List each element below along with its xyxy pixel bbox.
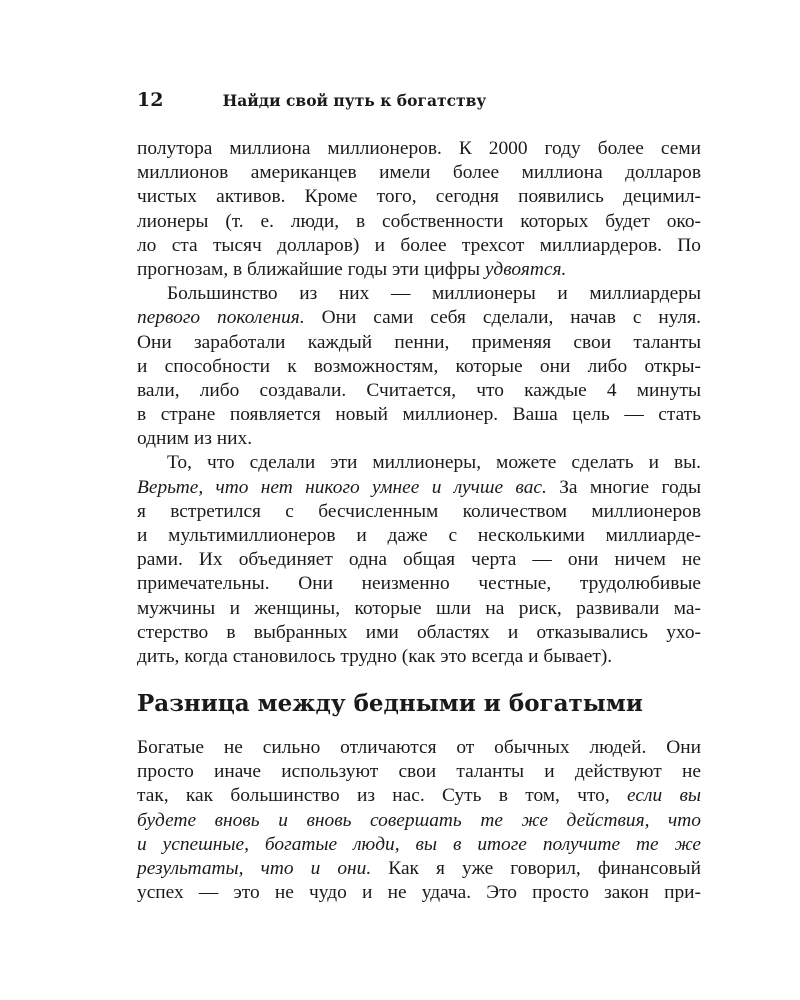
page-number: 12 — [137, 89, 164, 111]
emphasis-text: удвоятся. — [484, 258, 567, 280]
text-line — [137, 833, 701, 857]
main-text — [137, 137, 701, 669]
book-title: Найди свой путь к богатству — [222, 91, 487, 110]
text-fragment: так, как большинство из нас. Суть в том, что, — [137, 785, 628, 807]
section-heading: Разница между бедными и богатыми — [137, 690, 643, 717]
text-line: успех — это не чудо и не удача. Это просто закон при- — [137, 882, 701, 904]
text-line: полутора миллиона миллионеров. К 2000 году более семи — [137, 138, 701, 159]
text-line — [137, 258, 701, 282]
text-line: одним из них. — [137, 428, 253, 450]
text-line: Они заработали каждый пенни, применяя свои таланты — [137, 331, 701, 353]
text-line: ло ста тысяч долларов) и более трехсот миллиардеров. По — [137, 234, 701, 256]
paragraph-2 — [137, 282, 701, 451]
running-head — [137, 88, 703, 112]
text-line: и мультимиллионеров и даже с несколькими миллиарде- — [137, 525, 701, 546]
text-fragment: Они сами себя сделали, начав с нуля. — [304, 307, 701, 329]
emphasis-text: если вы — [627, 785, 701, 807]
text-fragment: прогнозам, в ближайшие годы эти цифры — [137, 258, 485, 280]
text-fragment: Как я уже говорил, финансовый — [371, 857, 701, 879]
emphasis-text: Верьте, что нет никого умнее и лучше вас. — [137, 476, 547, 498]
section-text — [137, 736, 701, 905]
text-line: лионеры (т. е. люди, в собственности которых будет око- — [137, 210, 701, 232]
text-line — [137, 306, 701, 330]
text-line: чистых активов. Кроме того, сегодня появились децимил- — [137, 186, 701, 208]
emphasis-text: первого поколения. — [137, 307, 305, 329]
text-line: стерство в выбранных ими областях и отказывались ухо- — [137, 621, 701, 643]
text-line: вали, либо создавали. Считается, что каждые 4 минуты — [137, 379, 701, 401]
text-line — [137, 476, 701, 500]
text-line — [137, 857, 701, 881]
emphasis-text: и успешные, богатые люди, вы в итоге получите те же — [137, 833, 701, 855]
paragraph-4 — [137, 736, 701, 905]
text-line — [137, 809, 701, 833]
emphasis-text: будете вновь и вновь совершать те же действия, что — [137, 809, 701, 831]
text-line: и способности к возможностям, которые они либо откры- — [137, 355, 701, 377]
text-line: в стране появляется новый миллионер. Ваша цель — стать — [137, 404, 701, 426]
text-line: рами. Их объединяет одна общая черта — они ничем не — [137, 549, 701, 571]
text-line: примечательны. Они неизменно честные, трудолюбивые — [137, 573, 701, 595]
text-fragment: За многие годы — [546, 476, 701, 498]
text-line — [137, 784, 701, 808]
text-line: миллионов американцев имели более миллиона долларов — [137, 162, 701, 184]
text-line: просто иначе используют свои таланты и действуют не — [137, 761, 701, 783]
text-line: мужчины и женщины, которые шли на риск, развивали ма- — [137, 597, 701, 619]
paragraph-3 — [137, 451, 701, 669]
text-line: дить, когда становилось трудно (как это всегда и бывает). — [137, 645, 613, 667]
text-line: Богатые не сильно отличаются от обычных людей. Они — [137, 737, 701, 758]
paragraph-1 — [137, 137, 701, 282]
emphasis-text: результаты, что и они. — [137, 857, 372, 879]
text-line: То, что сделали эти миллионеры, можете сделать и вы. — [167, 452, 701, 474]
text-line: Большинство из них — миллионеры и миллиардеры — [167, 283, 701, 305]
text-line: я встретился с бесчисленным количеством миллионеров — [137, 500, 701, 522]
